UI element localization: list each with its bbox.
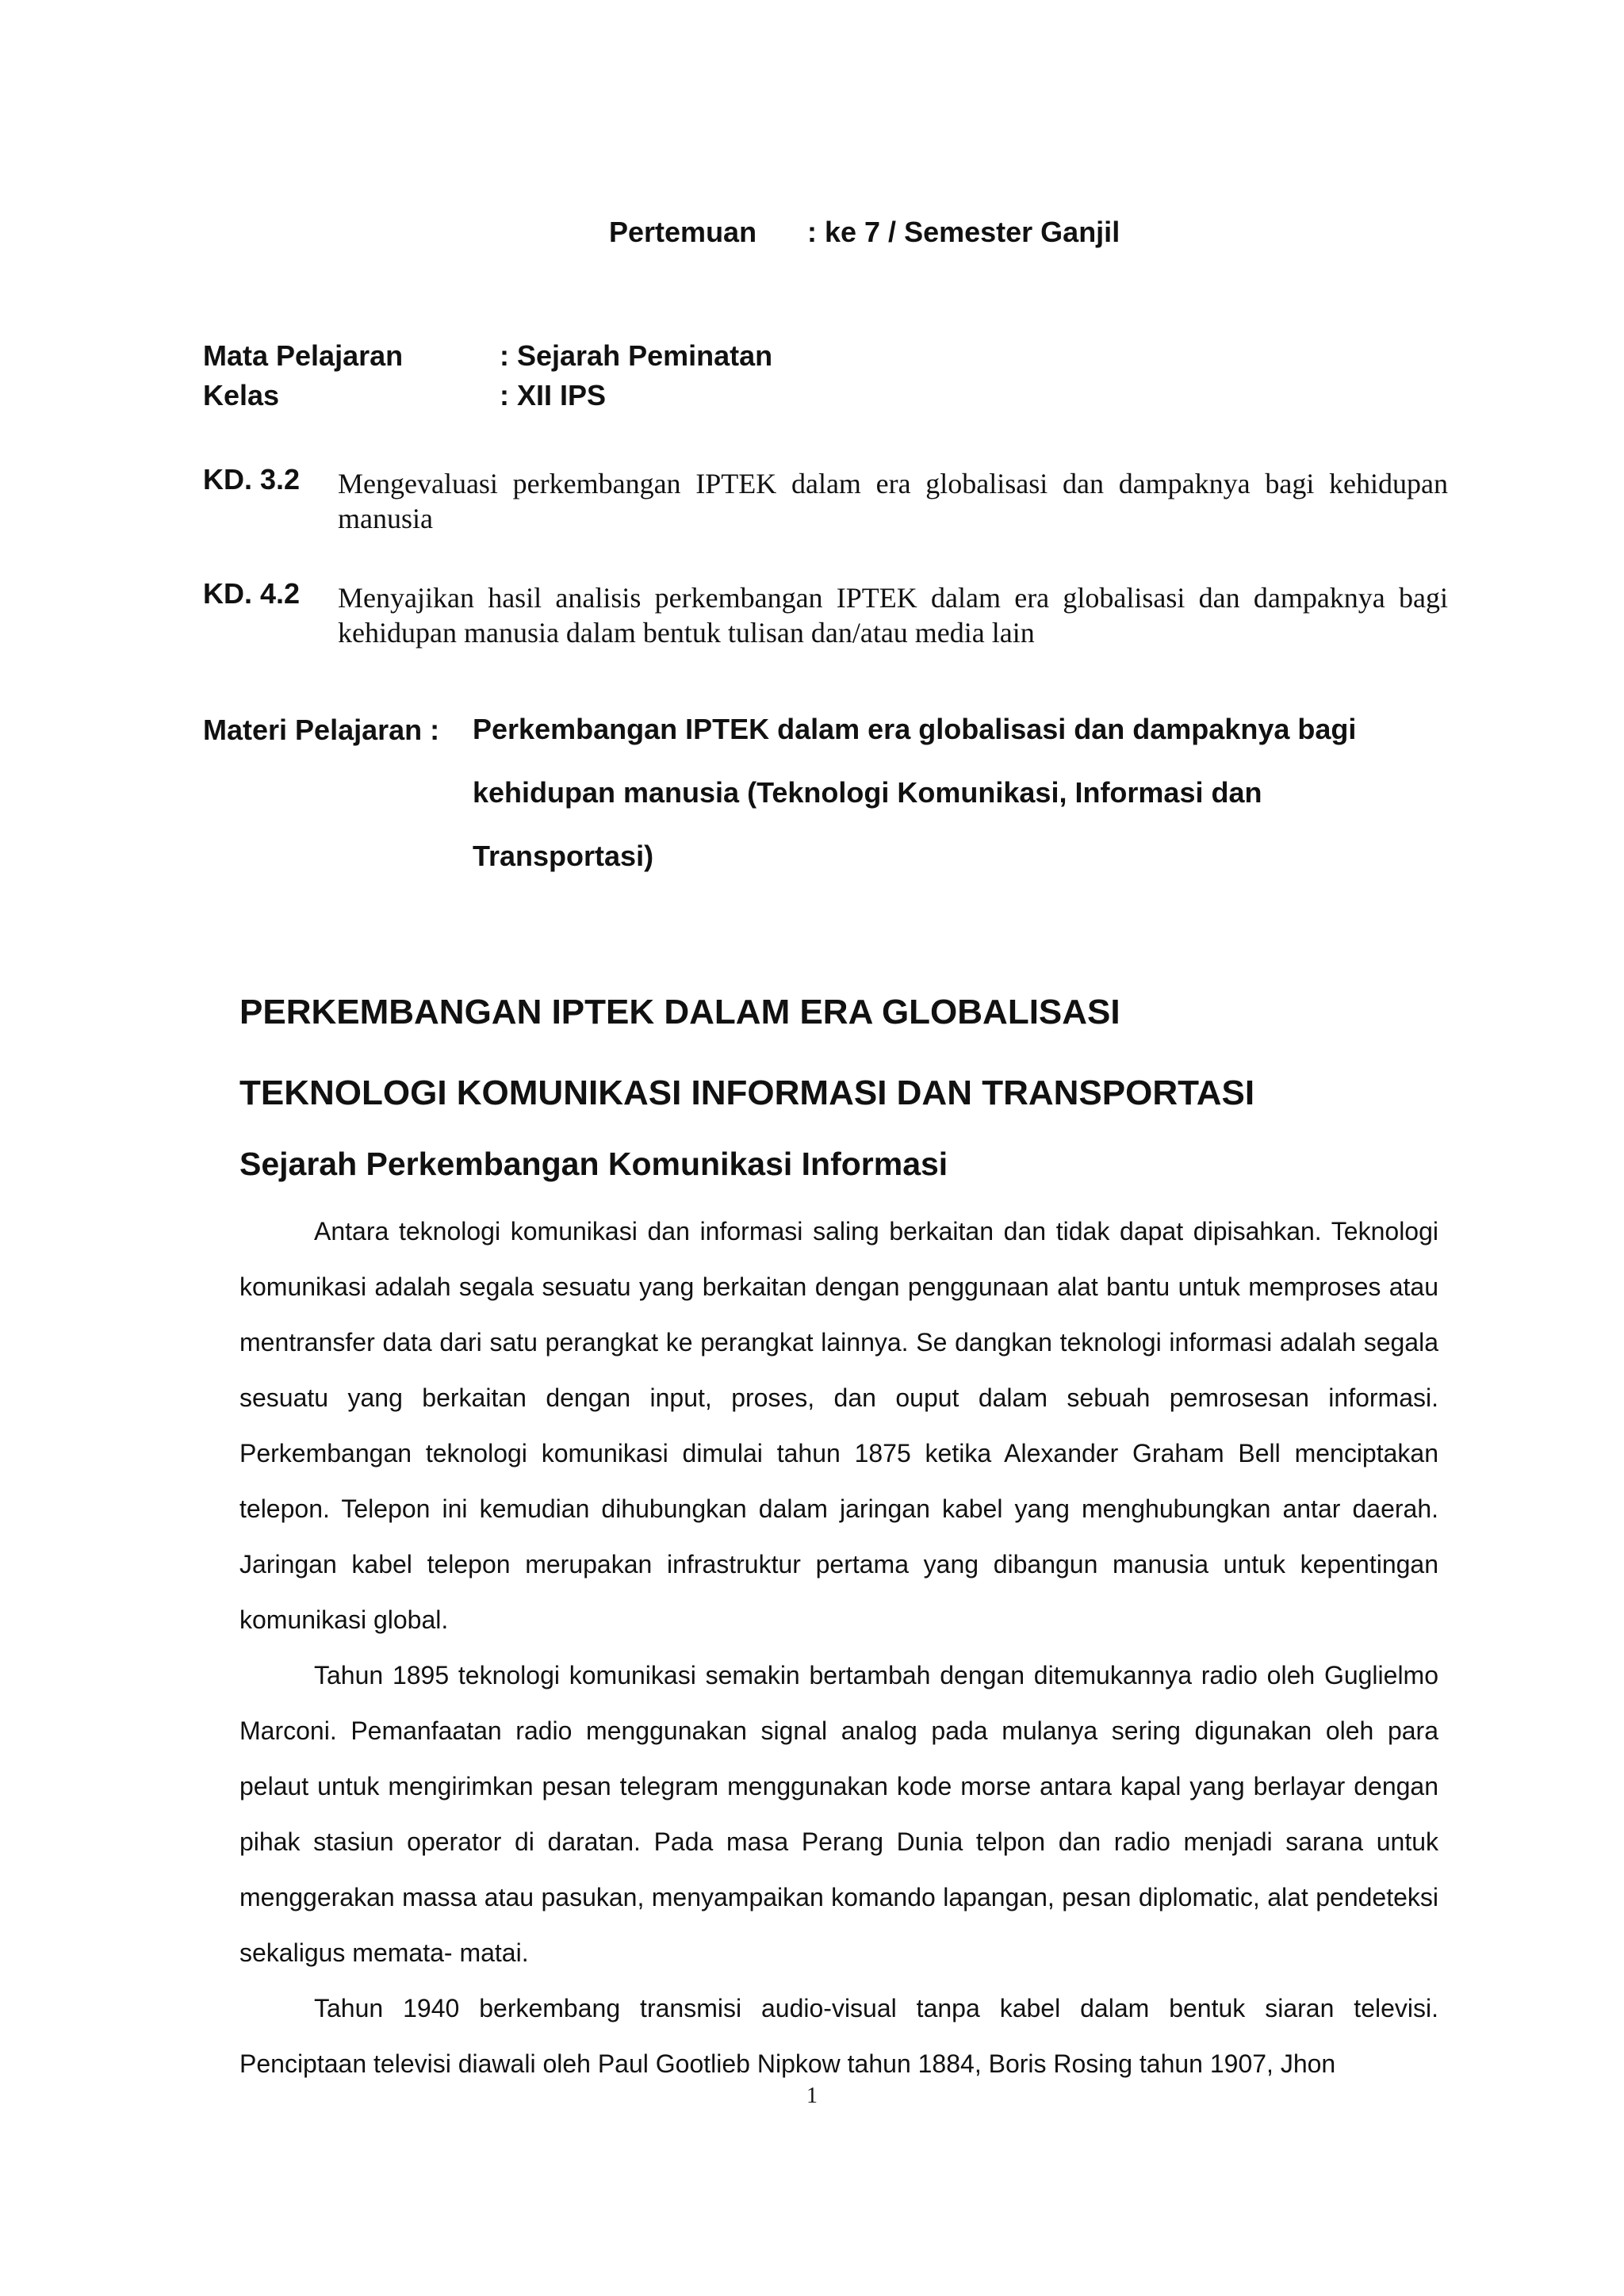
meeting-label: Pertemuan <box>609 216 757 248</box>
class-row <box>203 379 606 412</box>
title-heading-2: TEKNOLOGI KOMUNIKASI INFORMASI DAN TRANSPORTASI <box>239 1073 1255 1112</box>
paragraph: Tahun 1940 berkembang transmisi audio-visual tanpa kabel dalam bentuk siaran televisi. Penciptaan televisi diawali oleh Paul Gootlieb Nipkow tahun 1884, Boris Rosing tahun 1907, Jhon <box>239 1994 1438 2078</box>
class-value: : XII IPS <box>500 379 607 411</box>
kd-description: Mengevaluasi perkembangan IPTEK dalam era globalisasi dan dampaknya bagi kehidupan manusia <box>338 468 1448 534</box>
kd-description: Menyajikan hasil analisis perkembangan IPTEK dalam era globalisasi dan dampaknya bagi kehidupan manusia dalam bentuk tulisan dan/atau media lain <box>338 582 1448 649</box>
kd-code: KD. 3.2 <box>203 463 301 496</box>
class-label: Kelas <box>203 379 280 411</box>
paragraph: Tahun 1895 teknologi komunikasi semakin bertambah dengan ditemukannya radio oleh Guglielmo Marconi. Pemanfaatan radio menggunakan signal analog pada mulanya sering digunakan oleh para pelaut untuk mengirimkan pesan telegram menggunakan kode morse antara kapal yang berlayar dengan pihak stasiun operator di daratan. Pada masa Perang Dunia telpon dan radio menjadi sarana untuk menggerakan massa atau pasukan, menyampaikan komando lapangan, pesan diplomatic, alat pendeteksi sekaligus memata- matai. <box>239 1661 1438 1967</box>
paragraph: Antara teknologi komunikasi dan informasi saling berkaitan dan tidak dapat dipisahkan. Teknologi komunikasi adalah segala sesuatu yang berkaitan dengan penggunaan alat bantu untuk memproses atau mentransfer data dari satu perangkat ke perangkat lainnya. Se dangkan teknologi informasi adalah segala sesuatu yang berkaitan dengan input, proses, dan ouput dalam sebuah pemrosesan informasi. Perkembangan teknologi komunikasi dimulai tahun 1875 ketika Alexander Graham Bell menciptakan telepon. Telepon ini kemudian dihubungkan dalam jaringan kabel yang menghubungkan antar daerah. Jaringan kabel telepon merupakan infrastruktur pertama yang dibangun manusia untuk kepentingan komunikasi global. <box>239 1217 1438 1634</box>
subject-value: : Sejarah Peminatan <box>500 339 773 372</box>
section-heading: Sejarah Perkembangan Komunikasi Informasi <box>239 1146 948 1182</box>
page-number: 1 <box>806 2084 818 2108</box>
kd-code: KD. 4.2 <box>203 577 301 610</box>
subject-label: Mata Pelajaran <box>203 339 404 372</box>
body-text <box>239 1203 1438 2091</box>
meeting-line <box>609 216 1120 249</box>
title-heading-1: PERKEMBANGAN IPTEK DALAM ERA GLOBALISASI <box>239 993 1120 1031</box>
meeting-value: : ke 7 / Semester Ganjil <box>807 216 1120 248</box>
subject-row <box>203 339 772 373</box>
materi-label: Materi Pelajaran : <box>203 714 440 746</box>
materi-value: Perkembangan IPTEK dalam era globalisasi dan dampaknya bagi kehidupan manusia (Teknologi Komunikasi, Informasi dan Transportasi) <box>473 713 1357 872</box>
